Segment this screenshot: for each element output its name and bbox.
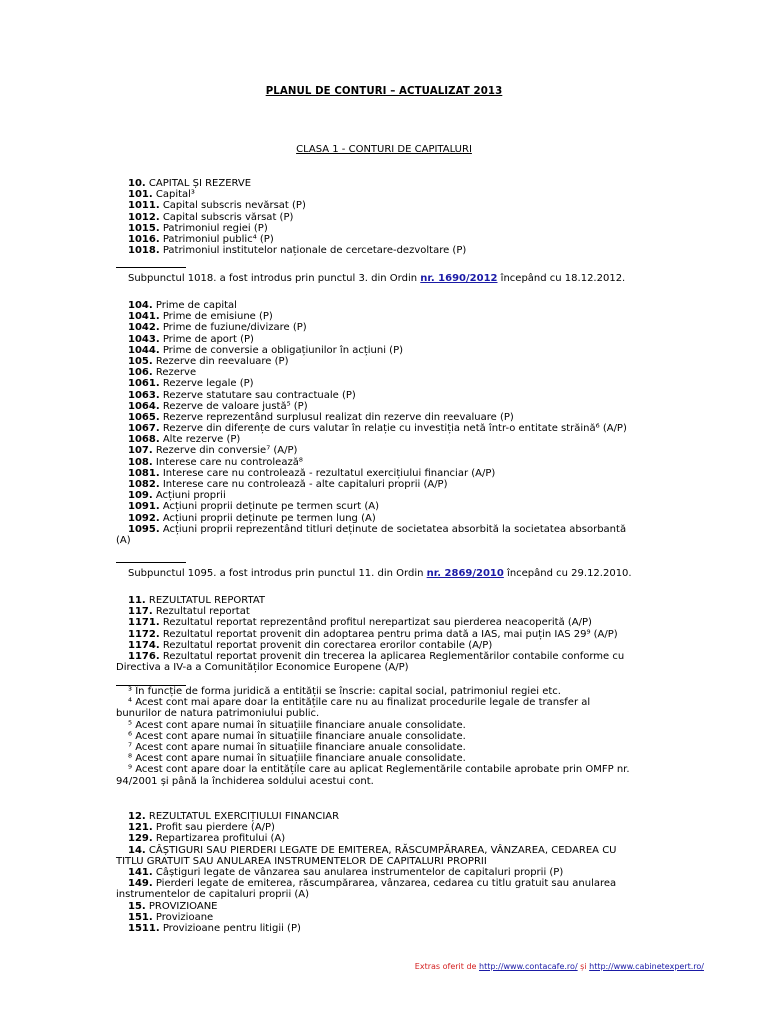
account-label: Patrimoniul regiei (P) [159, 222, 268, 234]
account-line [116, 178, 656, 189]
account-number: 107. [128, 445, 153, 457]
account-number: 106. [128, 367, 153, 379]
account-label: 94/2001 și până la închiderea soldului acestui cont. [116, 775, 374, 787]
account-label: Rezultatul reportat provenit din corectarea erorilor contabile (A/P) [159, 639, 493, 651]
account-line [116, 617, 656, 628]
account-label: ⁹ Acest cont apare doar la entitățile care au aplicat Reglementările contabile aprobate prin OMFP nr. [128, 764, 630, 776]
account-label: Acțiuni proprii reprezentând titluri deținute de societatea absorbită la societatea absorbantă [159, 523, 627, 535]
text-line [116, 776, 656, 787]
account-label: bunurilor de natura patrimoniului public. [116, 708, 320, 720]
account-number: 10. [128, 178, 146, 189]
account-label: REZULTATUL REPORTAT [145, 595, 265, 606]
account-label: Rezerve din reevaluare (P) [152, 355, 289, 367]
account-number: 1064. [128, 400, 160, 412]
account-line [116, 845, 656, 856]
amendment-note-1095 [116, 557, 676, 579]
account-label: Prime de conversie a obligațiunilor în acțiuni (P) [159, 344, 403, 356]
account-line [116, 878, 656, 889]
account-label: Rezerve din conversie⁷ (A/P) [152, 445, 298, 457]
account-number: 101. [128, 189, 153, 201]
account-label: Profit sau pierdere (A/P) [152, 822, 275, 834]
account-number: 121. [128, 822, 153, 834]
account-number: 1068. [128, 434, 160, 446]
account-label: Provizioane [152, 911, 214, 923]
account-line [116, 322, 656, 333]
text-line [116, 708, 656, 719]
account-line [116, 923, 656, 934]
account-line [116, 300, 656, 311]
account-label: TITLU GRATUIT SAU ANULAREA INSTRUMENTELOR DE CAPITALURI PROPRII [116, 855, 487, 867]
account-label: Rezerve statutare sau contractuale (P) [159, 389, 356, 401]
account-label: ⁸ Acest cont apare numai în situațiile financiare anuale consolidate. [128, 753, 466, 765]
text-line [116, 731, 656, 742]
footer-middle: și [577, 962, 590, 971]
account-label: Acțiuni proprii deținute pe termen scurt (A) [159, 501, 379, 513]
account-line [116, 867, 656, 878]
account-label: ⁵ Acest cont apare numai în situațiile financiare anuale consolidate. [128, 719, 466, 731]
account-number: 15. [128, 900, 146, 912]
account-line [116, 200, 656, 211]
account-line [116, 833, 656, 844]
account-number: 1011. [128, 200, 160, 212]
account-label: Provizioane pentru litigii (P) [159, 922, 301, 934]
account-line [116, 629, 656, 640]
order-link[interactable]: nr. 1690/2012 [420, 273, 498, 285]
account-line [116, 912, 656, 923]
account-label: Prime de aport (P) [159, 333, 254, 345]
account-number: 11. [128, 595, 146, 606]
account-line [116, 345, 656, 356]
account-number: 129. [128, 833, 153, 845]
account-label: Interese care nu controlează⁸ [152, 456, 303, 468]
account-line [116, 822, 656, 833]
account-number: 1095. [128, 523, 160, 535]
footer-prefix: Extras oferit de [414, 962, 479, 971]
account-line [116, 356, 656, 367]
account-label: CÂȘTIGURI SAU PIERDERI LEGATE DE EMITEREA, RĂSCUMPĂRAREA, VÂNZAREA, CEDAREA CU [145, 844, 617, 856]
account-label: Patrimoniul public⁴ (P) [159, 233, 274, 245]
account-label: Rezultatul reportat [152, 606, 250, 618]
account-line [116, 234, 656, 245]
account-label: Rezultatul reportat provenit din adoptarea pentru prima dată a IAS, mai puțin IAS 29⁹ (A/P) [159, 628, 618, 640]
text-line [116, 753, 656, 764]
account-label: instrumentelor de capitaluri proprii (A) [116, 889, 310, 901]
account-label: Alte rezerve (P) [159, 434, 241, 446]
account-label: Rezerve legale (P) [159, 378, 254, 390]
note-text: Subpunctul 1095. a fost introdus prin punctul 11. din Ordin [128, 568, 427, 580]
account-line [116, 513, 656, 524]
account-number: 149. [128, 878, 153, 890]
account-line [116, 490, 656, 501]
account-label: Prime de capital [152, 300, 237, 311]
account-number: 1012. [128, 211, 160, 223]
account-line [116, 212, 656, 223]
account-label: Rezerve de valoare justă⁵ (P) [159, 400, 308, 412]
account-number: 1174. [128, 639, 160, 651]
account-line [116, 595, 656, 606]
account-label: Capital subscris vărsat (P) [159, 211, 294, 223]
account-line [116, 434, 656, 445]
account-block [116, 178, 656, 256]
account-number: 1043. [128, 333, 160, 345]
account-line [116, 423, 656, 434]
account-block [116, 686, 656, 787]
account-label: Interese care nu controlează - alte capitaluri proprii (A/P) [159, 479, 448, 490]
amendment-note-1018 [116, 262, 676, 284]
note-date: începând cu 18.12.2012. [497, 273, 626, 285]
account-line [116, 479, 656, 490]
account-label: ³ În funcție de forma juridică a entității se înscrie: capital social, patrimoniul regiei etc. [128, 686, 561, 697]
account-line [116, 412, 656, 423]
note-text: Subpunctul 1018. a fost introdus prin punctul 3. din Ordin [128, 273, 421, 285]
account-line [116, 651, 656, 662]
account-line [116, 334, 656, 345]
account-block [116, 595, 656, 673]
account-number: 1171. [128, 617, 160, 629]
account-number: 12. [128, 811, 146, 822]
footer-source [0, 962, 704, 971]
account-number: 109. [128, 490, 153, 502]
account-line [116, 457, 656, 468]
account-label: Repartizarea profitului (A) [152, 833, 286, 845]
account-number: 104. [128, 300, 153, 311]
account-label: Prime de emisiune (P) [159, 311, 273, 323]
account-line [116, 189, 656, 200]
text-line [116, 742, 656, 753]
account-label: Rezerve din diferențe de curs valutar în relație cu investiția netă într-o entitate străină⁶ (A/P) [159, 423, 627, 435]
footnote-rule [116, 680, 676, 691]
account-number: 1042. [128, 322, 160, 334]
account-label: Interese care nu controlează - rezultatul exercițiului financiar (A/P) [159, 467, 496, 479]
account-line [116, 378, 656, 389]
account-label: Acțiuni proprii deținute pe termen lung (A) [159, 512, 376, 524]
account-label: Pierderi legate de emiterea, răscumpărarea, vânzarea, cedarea cu titlu gratuit sau anularea [152, 878, 617, 890]
text-line [116, 889, 656, 900]
account-line [116, 367, 656, 378]
account-label: PROVIZIOANE [145, 900, 218, 912]
account-line [116, 390, 656, 401]
note-date: începând cu 29.12.2010. [503, 568, 632, 580]
account-line [116, 311, 656, 322]
account-line [116, 401, 656, 412]
account-block [116, 300, 656, 546]
account-number: 1063. [128, 389, 160, 401]
account-number: 1176. [128, 650, 160, 662]
account-label: ⁶ Acest cont apare numai în situațiile financiare anuale consolidate. [128, 730, 466, 742]
account-line [116, 640, 656, 651]
account-label: Rezerve reprezentând surplusul realizat din rezerve din reevaluare (P) [159, 411, 514, 423]
account-number: 1091. [128, 501, 160, 513]
account-line [116, 445, 656, 456]
account-number: 1081. [128, 467, 160, 479]
account-label: REZULTATUL EXERCIȚIULUI FINANCIAR [145, 811, 340, 822]
account-number: 151. [128, 911, 153, 923]
account-line [116, 901, 656, 912]
account-label: Câștiguri legate de vânzarea sau anularea instrumentelor de capitaluri proprii (P) [152, 866, 564, 878]
text-line [116, 856, 656, 867]
account-line [116, 524, 656, 535]
contacafe-link[interactable]: http://www.contacafe.ro/ [479, 962, 578, 971]
account-label: Capital³ [152, 189, 195, 201]
account-number: 1065. [128, 411, 160, 423]
account-number: 108. [128, 456, 153, 468]
account-number: 1044. [128, 344, 160, 356]
account-line [116, 245, 656, 256]
account-label: (A) [116, 534, 131, 546]
account-label: ⁴ Acest cont mai apare doar la entitățile care nu au finalizat procedurile legale de transfer al [128, 697, 591, 709]
class-heading: CLASA 1 - CONTURI DE CAPITALURI [296, 144, 472, 155]
account-number: 1041. [128, 311, 160, 323]
account-number: 1016. [128, 233, 160, 245]
text-line [116, 764, 656, 775]
account-number: 1172. [128, 628, 160, 640]
text-line [116, 662, 656, 673]
account-label: Prime de fuziune/divizare (P) [159, 322, 307, 334]
account-number: 1018. [128, 245, 160, 257]
account-label: ⁷ Acest cont apare numai în situațiile financiare anuale consolidate. [128, 741, 466, 753]
account-label: Rezultatul reportat reprezentând profitul nerepartizat sau pierderea neacoperită (A/P) [159, 617, 592, 629]
account-number: 14. [128, 844, 146, 856]
order-link[interactable]: nr. 2869/2010 [426, 568, 504, 580]
account-number: 1067. [128, 423, 160, 435]
account-label: Capital subscris nevărsat (P) [159, 200, 306, 212]
account-number: 1511. [128, 922, 160, 934]
document-title: PLANUL DE CONTURI – ACTUALIZAT 2013 [265, 86, 503, 97]
account-line [116, 811, 656, 822]
note-rule [116, 557, 676, 568]
account-label: Directiva a IV-a a Comunităților Economice Europene (A/P) [116, 662, 409, 674]
account-label: Rezerve [152, 367, 197, 379]
account-number: 105. [128, 355, 153, 367]
note-rule [116, 262, 676, 273]
account-label: Patrimoniul institutelor naționale de cercetare-dezvoltare (P) [159, 245, 467, 257]
account-line [116, 468, 656, 479]
account-number: 1082. [128, 479, 160, 490]
account-number: 117. [128, 606, 153, 618]
account-label: Rezultatul reportat provenit din trecerea la aplicarea Reglementărilor contabile conforme cu [159, 650, 625, 662]
account-number: 141. [128, 866, 153, 878]
account-block [116, 811, 656, 934]
account-line [116, 501, 656, 512]
account-number: 1015. [128, 222, 160, 234]
text-line [116, 535, 656, 546]
cabinetexpert-link[interactable]: http://www.cabinetexpert.ro/ [589, 962, 704, 971]
text-line [116, 720, 656, 731]
account-number: 1092. [128, 512, 160, 524]
account-line [116, 606, 656, 617]
account-number: 1061. [128, 378, 160, 390]
account-label: Acțiuni proprii [152, 490, 226, 502]
account-label: CAPITAL ȘI REZERVE [145, 178, 252, 189]
text-line [116, 697, 656, 708]
account-line [116, 223, 656, 234]
